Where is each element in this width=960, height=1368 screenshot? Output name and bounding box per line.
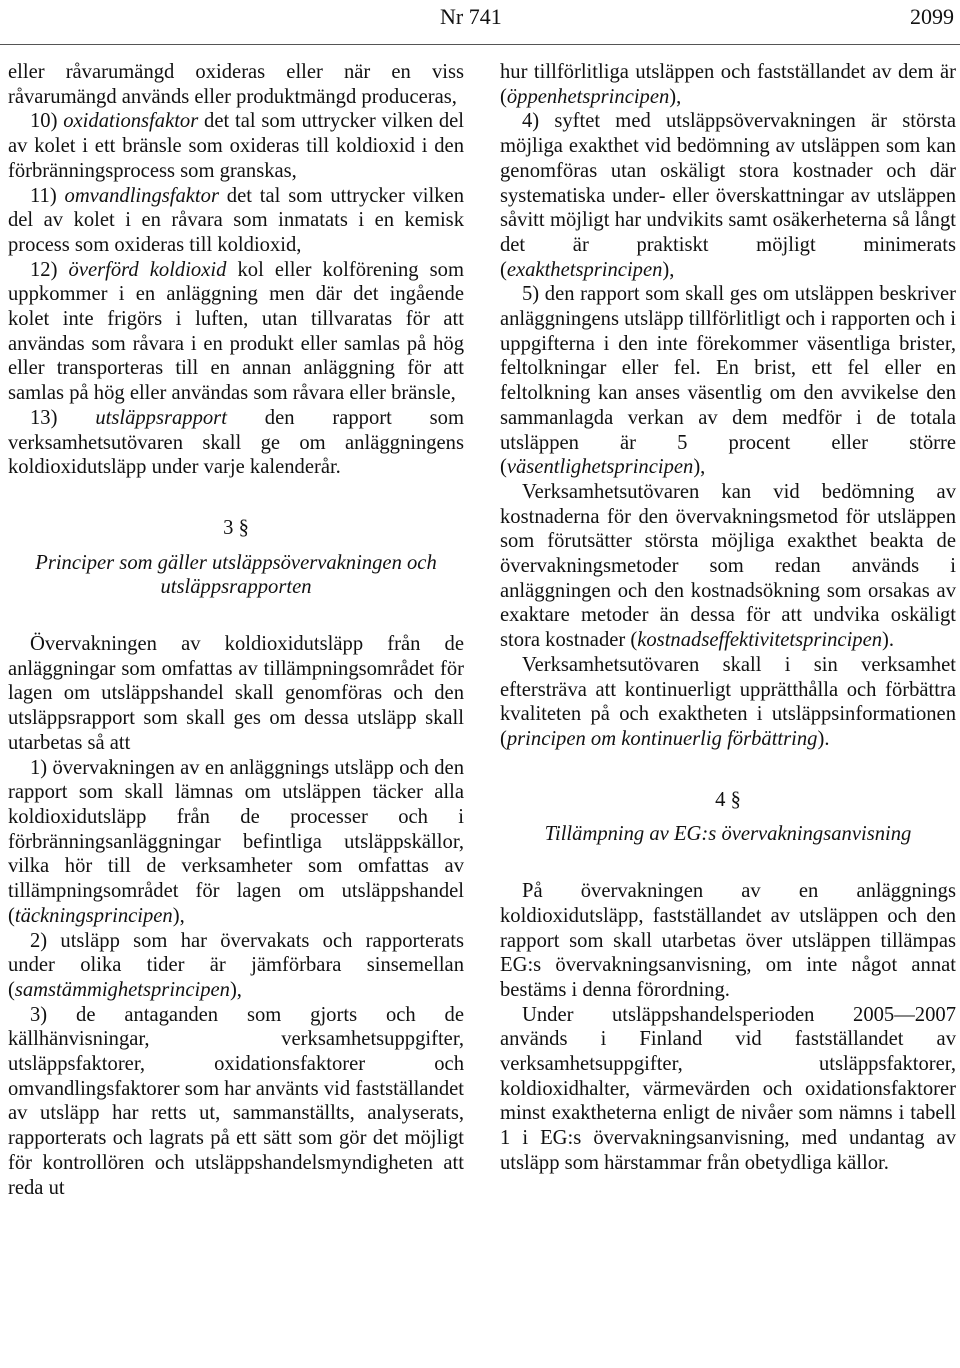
- paragraph: eller råvarumängd oxideras eller när en viss råvarumängd används eller produktmängd produceras,: [8, 61, 464, 108]
- definition-12: 12) överförd koldioxid kol eller kolförening som uppkommer i en anläggning men där det ingående kolet inte frigörs i luften, utan tillvaratas för att användas som råvara i en produkt eller samlas på hög eller transporteras till en annan anläggning för att samlas på hög eller användas som råvara eller bränsle,: [8, 258, 464, 405]
- section-heading: Principer som gäller utsläppsövervakningen och utsläppsrapporten: [35, 551, 437, 599]
- list-item: 3) de antaganden som gjorts och de källhänvisningar, verksamhetsuppgifter, utsläppsfaktorer, oxidationsfaktorer och omvandlingsfaktorer som har använts vid fastställandet av utsläpp har retts ut, sammanställts, analyserats, rapporterats och lagrats på ett sätt som gör det möjligt för kontrollören och utsläppshandelsmyndigheten att reda ut: [8, 1003, 464, 1199]
- section-number: 3 §: [223, 516, 249, 539]
- paragraph: Verksamhetsutövaren skall i sin verksamhet eftersträva att kontinuerligt upprätthålla och förbättra kvaliteten på och exaktheten i utsläppsinformationen (principen om kontinuerlig förbättring).: [500, 653, 956, 750]
- paragraph: hur tillförlitliga utsläppen och fastställandet av dem är (öppenhetsprincipen),: [500, 61, 956, 108]
- list-item: 4) syftet med utsläppsövervakningen är största möjliga exakthet vid bedömning av utsläppen som kan genomföras utan oskäligt stora kostnader och där systematiska under- eller överskattningar av utsläppen såvitt möjligt har undvikits samt osäkerheterna så långt det är praktiskt möjligt minimerats (exakthetsprincipen),: [500, 110, 956, 281]
- right-column: [500, 60, 956, 1176]
- left-column: [8, 60, 464, 1200]
- page-header: [0, 0, 960, 45]
- section-heading: Tillämpning av EG:s övervakningsanvisning: [544, 823, 912, 846]
- page-number: 2099: [910, 4, 954, 29]
- list-item: 2) utsläpp som har övervakats och rapporterats under olika tider är jämförbara sinsemellan (samstämmighetsprincipen),: [8, 929, 464, 1001]
- paragraph: På övervakningen av en anläggnings koldioxidutsläpp, fastställandet av utsläppen och den rapport som skall utarbetas över utsläppen tillämpas EG:s övervakningsanvisning, om inte något annat bestäms i denna förordning.: [500, 880, 956, 1001]
- definition-13: 13) utsläppsrapport den rapport som verksamhetsutövaren skall ge om anläggningens koldioxidutsläpp under varje kalenderår.: [8, 406, 464, 479]
- list-item: 5) den rapport som skall ges om utsläppen beskriver anläggningens utsläpp tillförlitligt och i rapporten och i uppgifterna i den inte förekommer väsentliga brister, feltolkningar eller fel. En brist, ett fel eller en feltolkning kan anses väsentlig om den avvikelse den sammanlagda verkan av dem medför i de totala utsläppen är 5 procent eller större (väsentlighetsprincipen),: [500, 283, 956, 479]
- section-number: 4 §: [715, 788, 741, 811]
- paragraph: Under utsläppshandelsperioden 2005—2007 används i Finland vid fastställandet av verksamhetsuppgifter, utsläppsfaktorer, koldioxidhalter, värmevärden och oxidationsfaktorer minst exaktheterna enligt de nivåer som nämns i tabell 1 i EG:s övervakningsanvisning, med undantag av utsläpp som härstammar från obetydliga källor.: [500, 1003, 956, 1174]
- paragraph: Verksamhetsutövaren kan vid bedömning av kostnaderna för den övervakningsmetod för utsläppen som förutsätter största möjliga exakthet beakta de övervakningsmetoder som redan används i anläggningen och den kostnadsökning som orsakas av exaktare metoder än dessa för att undvika oskäligt stora kostnader (kostnadseffektivitetsprincipen).: [500, 480, 956, 652]
- definition-10: 10) oxidationsfaktor det tal som uttrycker vilken del av kolet i ett bränsle som oxideras till koldioxid i den förbränningsprocess som granskas,: [8, 110, 464, 182]
- paragraph: Övervakningen av koldioxidutsläpp från de anläggningar som omfattas av tillämpningsområdet för lagen om utsläppshandel skall genomföras och den utsläppsrapport som skall ges om dessa utsläpp skall utarbetas så att: [8, 633, 464, 754]
- statute-number: Nr 741: [440, 4, 502, 29]
- list-item: 1) övervakningen av en anläggnings utsläpp och den rapport som skall lämnas om utsläppen täcker alla koldioxidutsläpp från de processer och i förbränningsanläggningar befintliga utsläppskällor, vilka hör till de verksamheter som omfattas av tillämpningsområdet för lagen om utsläppshandel (täckningsprincipen),: [8, 756, 464, 927]
- definition-11: 11) omvandlingsfaktor det tal som uttrycker vilken del av kolet i en råvara som inmatats i en kemisk process som oxideras till koldioxid,: [8, 184, 464, 256]
